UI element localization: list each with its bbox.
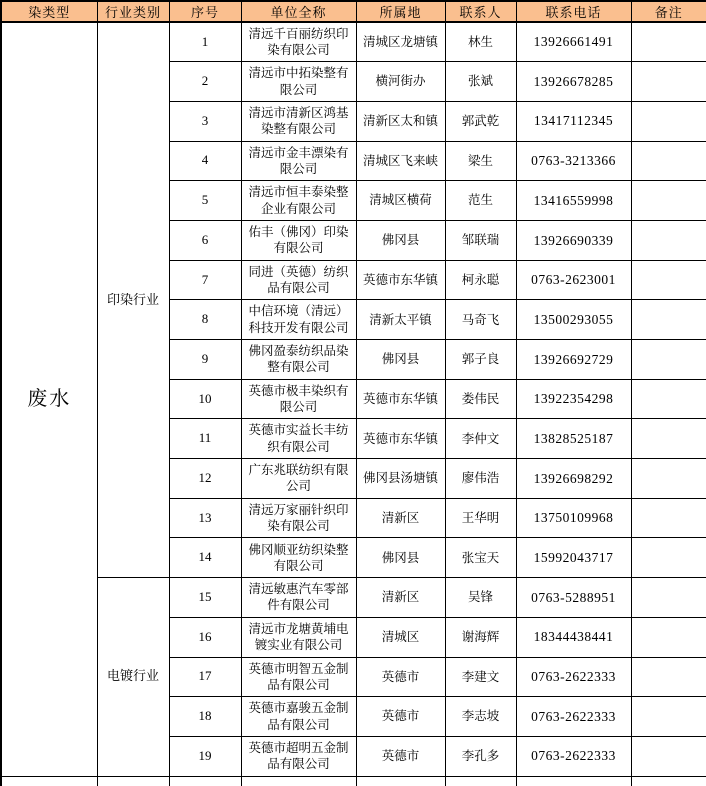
cell-phone: 13926661491 <box>516 22 631 62</box>
cell-company: 英德市超明五金制品有限公司 <box>241 736 356 776</box>
cell-contact: 王华明 <box>445 498 516 538</box>
cell-location: 清新区 <box>356 578 445 618</box>
cell-location: 清城区横荷 <box>356 181 445 221</box>
cell-phone: 13750109968 <box>516 498 631 538</box>
col-header-no: 序号 <box>169 1 241 22</box>
cell-contact: 柯永聪 <box>445 260 516 300</box>
empty-cell <box>631 776 706 786</box>
cell-no: 5 <box>169 181 241 221</box>
cell-location: 英德市 <box>356 657 445 697</box>
cell-company: 英德市明智五金制品有限公司 <box>241 657 356 697</box>
cell-contact: 李志坡 <box>445 697 516 737</box>
cell-remark <box>631 340 706 380</box>
partial-row <box>1 776 706 786</box>
industry-cell: 电镀行业 <box>97 578 169 776</box>
cell-phone: 13926692729 <box>516 340 631 380</box>
cell-remark <box>631 459 706 499</box>
empty-cell <box>356 776 445 786</box>
cell-company: 英德市实益长丰纺织有限公司 <box>241 419 356 459</box>
cell-location: 清新区 <box>356 498 445 538</box>
cell-no: 18 <box>169 697 241 737</box>
cell-no: 14 <box>169 538 241 578</box>
cell-company: 清远敏惠汽车零部件有限公司 <box>241 578 356 618</box>
cell-no: 9 <box>169 340 241 380</box>
cell-remark <box>631 101 706 141</box>
cell-no: 7 <box>169 260 241 300</box>
empty-cell <box>97 776 169 786</box>
cell-no: 6 <box>169 220 241 260</box>
cell-remark <box>631 538 706 578</box>
cell-company: 英德市嘉骏五金制品有限公司 <box>241 697 356 737</box>
cell-phone: 0763-2622333 <box>516 736 631 776</box>
cell-contact: 李孔多 <box>445 736 516 776</box>
cell-contact: 郭武乾 <box>445 101 516 141</box>
cell-contact: 林生 <box>445 22 516 62</box>
cell-location: 佛冈县 <box>356 220 445 260</box>
cell-location: 清新太平镇 <box>356 300 445 340</box>
cell-company: 佛冈盈泰纺织品染整有限公司 <box>241 340 356 380</box>
cell-contact: 张宝天 <box>445 538 516 578</box>
table-row <box>1 22 706 62</box>
col-header-location: 所属地 <box>356 1 445 22</box>
cell-phone: 13500293055 <box>516 300 631 340</box>
cell-remark <box>631 498 706 538</box>
cell-company: 清远市金丰漂染有限公司 <box>241 141 356 181</box>
empty-cell <box>516 776 631 786</box>
cell-location: 清新区太和镇 <box>356 101 445 141</box>
cell-company: 清远千百丽纺织印染有限公司 <box>241 22 356 62</box>
table-body <box>1 22 706 786</box>
empty-cell <box>445 776 516 786</box>
col-header-industry: 行业类别 <box>97 1 169 22</box>
cell-contact: 范生 <box>445 181 516 221</box>
cell-company: 佑丰（佛冈）印染有限公司 <box>241 220 356 260</box>
cell-contact: 梁生 <box>445 141 516 181</box>
cell-no: 17 <box>169 657 241 697</box>
cell-company: 清远市清新区鸿基染整有限公司 <box>241 101 356 141</box>
cell-remark <box>631 697 706 737</box>
cell-phone: 13417112345 <box>516 101 631 141</box>
cell-phone: 13926698292 <box>516 459 631 499</box>
cell-remark <box>631 62 706 102</box>
cell-contact: 吴锋 <box>445 578 516 618</box>
table-row <box>1 578 706 618</box>
cell-location: 佛冈县 <box>356 538 445 578</box>
cell-remark <box>631 260 706 300</box>
cell-phone: 13416559998 <box>516 181 631 221</box>
cell-phone: 13922354298 <box>516 379 631 419</box>
header-row <box>1 1 706 22</box>
cell-remark <box>631 617 706 657</box>
cell-no: 13 <box>169 498 241 538</box>
col-header-remark: 备注 <box>631 1 706 22</box>
cell-remark <box>631 22 706 62</box>
cell-contact: 李仲文 <box>445 419 516 459</box>
cell-phone: 0763-5288951 <box>516 578 631 618</box>
cell-contact: 谢海辉 <box>445 617 516 657</box>
cell-company: 英德市极丰染织有限公司 <box>241 379 356 419</box>
cell-phone: 13926678285 <box>516 62 631 102</box>
cell-no: 19 <box>169 736 241 776</box>
cell-location: 英德市 <box>356 736 445 776</box>
cell-location: 清城区龙塘镇 <box>356 22 445 62</box>
cell-contact: 郭子良 <box>445 340 516 380</box>
cell-company: 清远市龙塘黄埔电镀实业有限公司 <box>241 617 356 657</box>
cell-company: 清远市中拓染整有限公司 <box>241 62 356 102</box>
cell-company: 中信环境（清远）科技开发有限公司 <box>241 300 356 340</box>
cell-contact: 娄伟民 <box>445 379 516 419</box>
col-header-dye-type: 染类型 <box>1 1 97 22</box>
cell-no: 2 <box>169 62 241 102</box>
cell-no: 15 <box>169 578 241 618</box>
cell-no: 11 <box>169 419 241 459</box>
cell-company: 清远万家丽针织印染有限公司 <box>241 498 356 538</box>
cell-location: 英德市东华镇 <box>356 419 445 459</box>
cell-no: 4 <box>169 141 241 181</box>
cell-remark <box>631 379 706 419</box>
cell-remark <box>631 300 706 340</box>
empty-cell <box>169 776 241 786</box>
cell-no: 3 <box>169 101 241 141</box>
empty-cell <box>1 776 97 786</box>
cell-phone: 18344438441 <box>516 617 631 657</box>
cell-no: 10 <box>169 379 241 419</box>
cell-remark <box>631 181 706 221</box>
cell-location: 清城区飞来峡 <box>356 141 445 181</box>
col-header-phone: 联系电话 <box>516 1 631 22</box>
industry-cell: 印染行业 <box>97 22 169 578</box>
dye-type-cell: 废水 <box>1 22 97 776</box>
cell-no: 12 <box>169 459 241 499</box>
cell-location: 英德市东华镇 <box>356 379 445 419</box>
cell-contact: 邹联瑞 <box>445 220 516 260</box>
col-header-contact: 联系人 <box>445 1 516 22</box>
cell-no: 1 <box>169 22 241 62</box>
cell-company: 广东兆联纺织有限公司 <box>241 459 356 499</box>
cell-remark <box>631 736 706 776</box>
cell-phone: 0763-2623001 <box>516 260 631 300</box>
cell-phone: 15992043717 <box>516 538 631 578</box>
cell-remark <box>631 657 706 697</box>
cell-company: 同进（英德）纺织品有限公司 <box>241 260 356 300</box>
cell-remark <box>631 578 706 618</box>
cell-contact: 马奇飞 <box>445 300 516 340</box>
cell-contact: 张斌 <box>445 62 516 102</box>
cell-no: 8 <box>169 300 241 340</box>
col-header-company: 单位全称 <box>241 1 356 22</box>
cell-location: 佛冈县汤塘镇 <box>356 459 445 499</box>
cell-contact: 李建文 <box>445 657 516 697</box>
cell-location: 横河街办 <box>356 62 445 102</box>
cell-phone: 0763-2622333 <box>516 697 631 737</box>
cell-phone: 0763-2622333 <box>516 657 631 697</box>
cell-location: 清城区 <box>356 617 445 657</box>
cell-location: 佛冈县 <box>356 340 445 380</box>
cell-remark <box>631 220 706 260</box>
cell-company: 佛冈顺亚纺织染整有限公司 <box>241 538 356 578</box>
cell-location: 英德市东华镇 <box>356 260 445 300</box>
cell-remark <box>631 419 706 459</box>
cell-company: 清远市恒丰泰染整企业有限公司 <box>241 181 356 221</box>
cell-remark <box>631 141 706 181</box>
cell-no: 16 <box>169 617 241 657</box>
cell-phone: 13926690339 <box>516 220 631 260</box>
cell-location: 英德市 <box>356 697 445 737</box>
cell-phone: 0763-3213366 <box>516 141 631 181</box>
empty-cell <box>241 776 356 786</box>
cell-phone: 13828525187 <box>516 419 631 459</box>
cell-contact: 廖伟浩 <box>445 459 516 499</box>
